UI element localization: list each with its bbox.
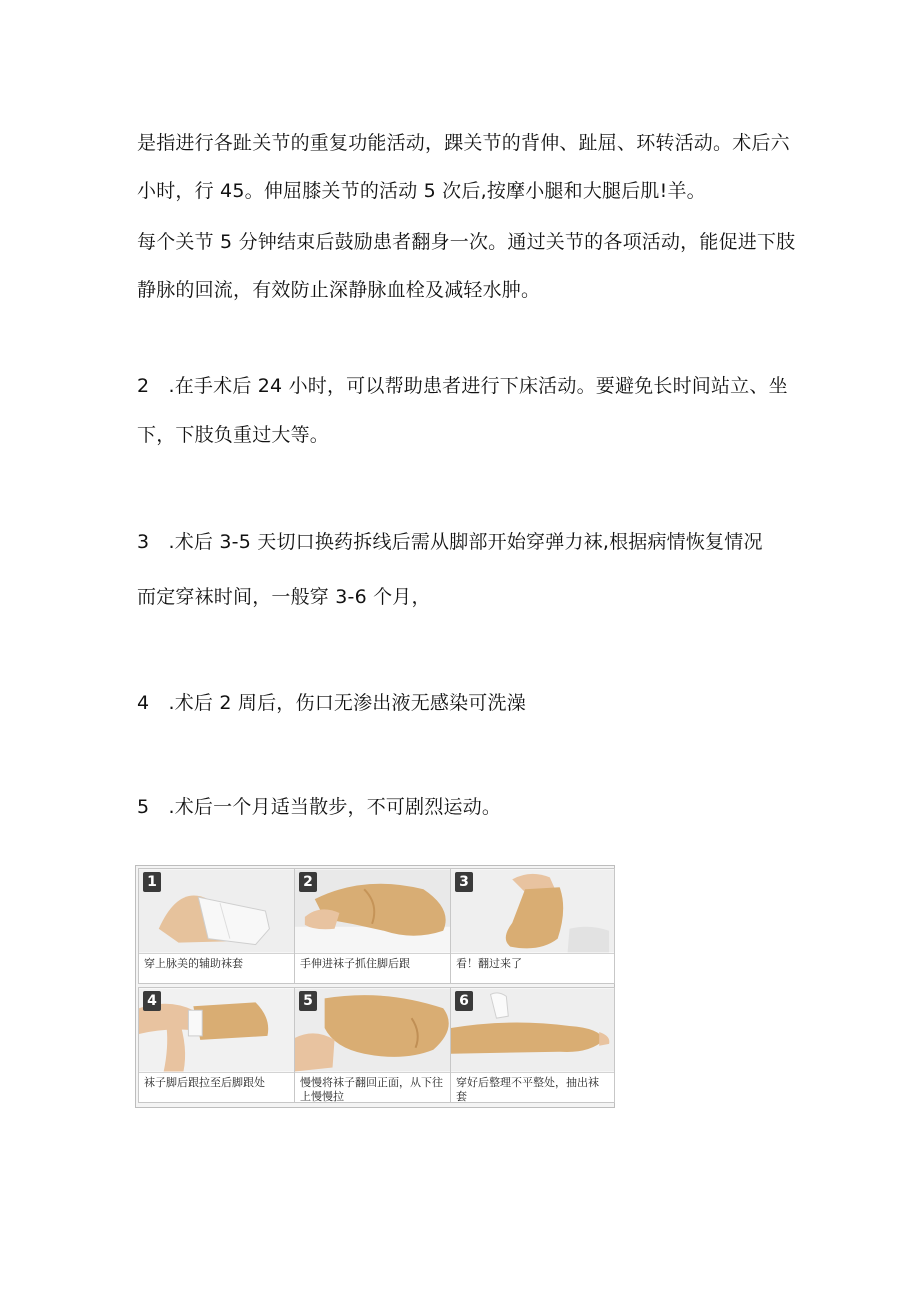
body-paragraph: 静脉的回流，有效防止深静脉血栓及减轻水肿。 bbox=[137, 279, 541, 301]
step-caption: 穿好后整理不平整处，抽出袜套 bbox=[451, 1072, 614, 1103]
step-number-badge: 5 bbox=[299, 991, 317, 1011]
step-panel-2 bbox=[294, 868, 459, 984]
list-item-4: 4 .术后 2 周后，伤口无渗出液无感染可洗澡 bbox=[137, 692, 526, 714]
step-number-badge: 3 bbox=[455, 872, 473, 892]
step-5-photo bbox=[295, 988, 458, 1072]
step-panel-6 bbox=[450, 987, 615, 1103]
step-6-photo bbox=[451, 988, 614, 1072]
body-paragraph: 每个关节 5 分钟结束后鼓励患者翻身一次。通过关节的各项活动，能促进下肢 bbox=[137, 231, 796, 253]
step-panel-4 bbox=[138, 987, 303, 1103]
stocking-instruction-figure bbox=[135, 865, 615, 1108]
step-panel-1 bbox=[138, 868, 303, 984]
step-4-photo bbox=[139, 988, 302, 1072]
step-number-badge: 4 bbox=[143, 991, 161, 1011]
step-caption: 袜子脚后跟拉至后脚跟处 bbox=[139, 1072, 302, 1103]
list-item-2-continued: 下，下肢负重过大等。 bbox=[137, 424, 330, 446]
step-number-badge: 2 bbox=[299, 872, 317, 892]
step-panel-5 bbox=[294, 987, 459, 1103]
step-caption: 看！翻过来了 bbox=[451, 953, 614, 984]
step-2-photo bbox=[295, 869, 458, 953]
step-number-badge: 6 bbox=[455, 991, 473, 1011]
step-caption: 穿上脉美的辅助袜套 bbox=[139, 953, 302, 984]
list-item-3: 3 .术后 3-5 天切口换药拆线后需从脚部开始穿弹力袜,根据病情恢复情况 bbox=[137, 531, 763, 553]
step-number-badge: 1 bbox=[143, 872, 161, 892]
body-paragraph: 小时，行 45。伸屈膝关节的活动 5 次后,按摩小腿和大腿后肌!羊。 bbox=[137, 180, 706, 202]
step-caption: 手伸进袜子抓住脚后跟 bbox=[295, 953, 458, 984]
step-panel-3 bbox=[450, 868, 615, 984]
list-item-2: 2 .在手术后 24 小时，可以帮助患者进行下床活动。要避免长时间站立、坐 bbox=[137, 375, 788, 397]
step-caption: 慢慢将袜子翻回正面，从下往上慢慢拉 bbox=[295, 1072, 458, 1103]
list-item-3-continued: 而定穿袜时间，一般穿 3-6 个月， bbox=[137, 586, 431, 608]
list-item-5: 5 .术后一个月适当散步，不可剧烈运动。 bbox=[137, 796, 502, 818]
step-3-photo bbox=[451, 869, 614, 953]
body-paragraph: 是指进行各趾关节的重复功能活动，踝关节的背伸、趾屈、环转活动。术后六 bbox=[137, 132, 790, 154]
step-1-photo bbox=[139, 869, 302, 953]
